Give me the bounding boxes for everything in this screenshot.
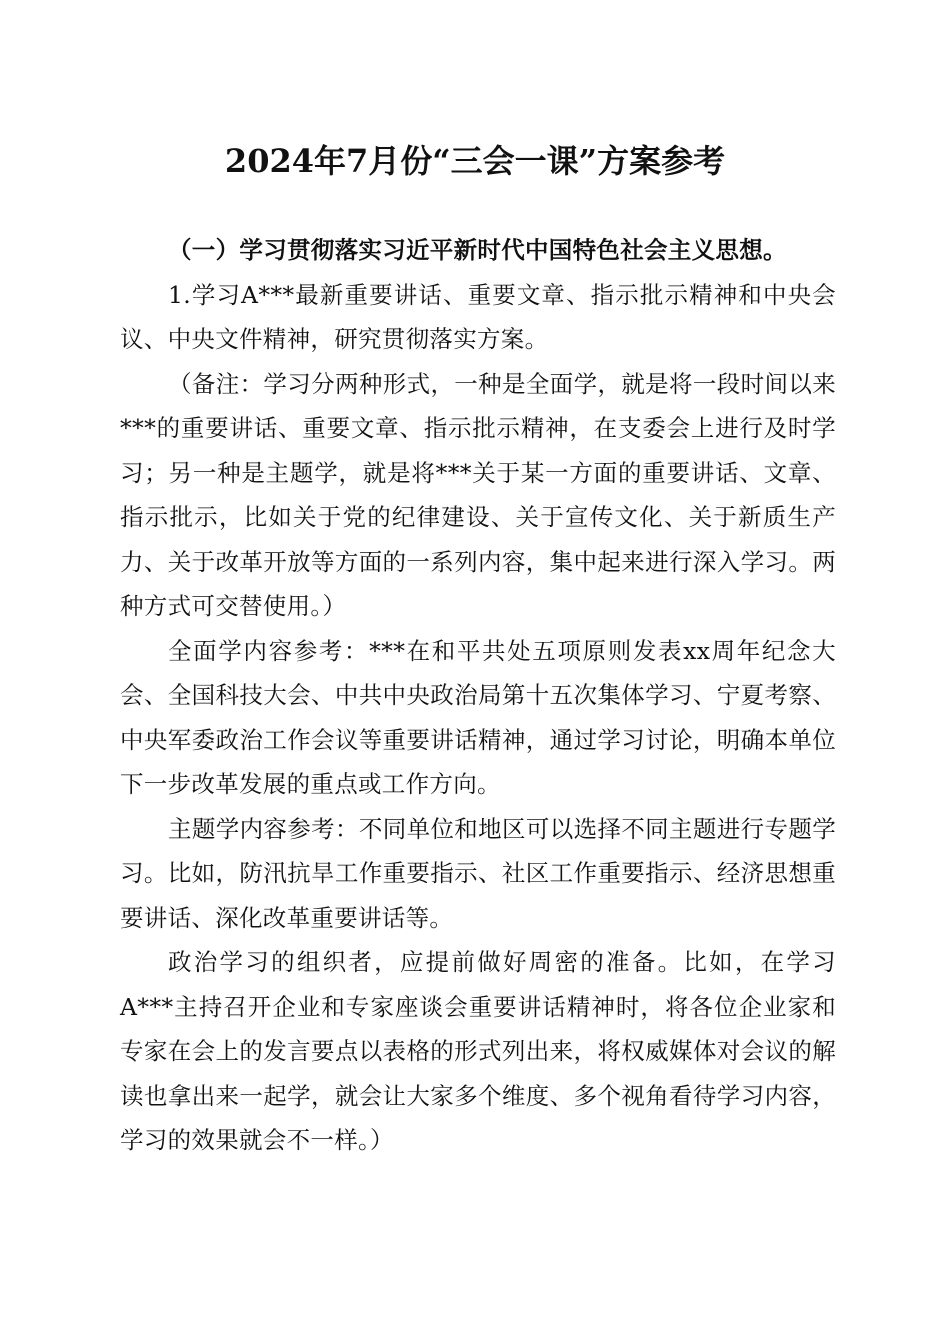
- paragraph-note: （备注：学习分两种形式，一种是全面学，就是将一段时间以来***的重要讲话、重要文章、指示批示精神，在支委会上进行及时学习；另一种是主题学，就是将***关于某一方面的重要讲话、文章、指示批示，比如关于党的纪律建设、关于宣传文化、关于新质生产力、关于改革开放等方面的一系列内容，集中起来进行深入学习。两种方式可交替使用。）: [120, 369, 836, 620]
- paragraph-comprehensive-study: 全面学内容参考：***在和平共处五项原则发表xx周年纪念大会、全国科技大会、中共中央政治局第十五次集体学习、宁夏考察、中央军委政治工作会议等重要讲话精神，通过学习讨论，明确本单位下一步改革发展的重点或工作方向。: [120, 636, 836, 798]
- section-heading: （一）学习贯彻落实习近平新时代中国特色社会主义思想。: [168, 236, 787, 264]
- paragraph-organizer: 政治学习的组织者，应提前做好周密的准备。比如，在学习A***主持召开企业和专家座谈会重要讲话精神时，将各位企业家和专家在会上的发言要点以表格的形式列出来，将权威媒体对会议的解读也拿出来一起学，就会让大家多个维度、多个视角看待学习内容，学习的效果就会不一样。）: [120, 948, 836, 1154]
- document-body: [120, 228, 836, 1163]
- paragraph-thematic-study: 主题学内容参考：不同单位和地区可以选择不同主题进行专题学习。比如，防汛抗旱工作重要指示、社区工作重要指示、经济思想重要讲话、深化改革重要讲话等。: [120, 814, 836, 932]
- paragraph-item-1: 1.学习A***最新重要讲话、重要文章、指示批示精神和中央会议、中央文件精神，研究贯彻落实方案。: [120, 280, 836, 353]
- document-title: 2024年7月份“三会一课”方案参考: [224, 142, 726, 180]
